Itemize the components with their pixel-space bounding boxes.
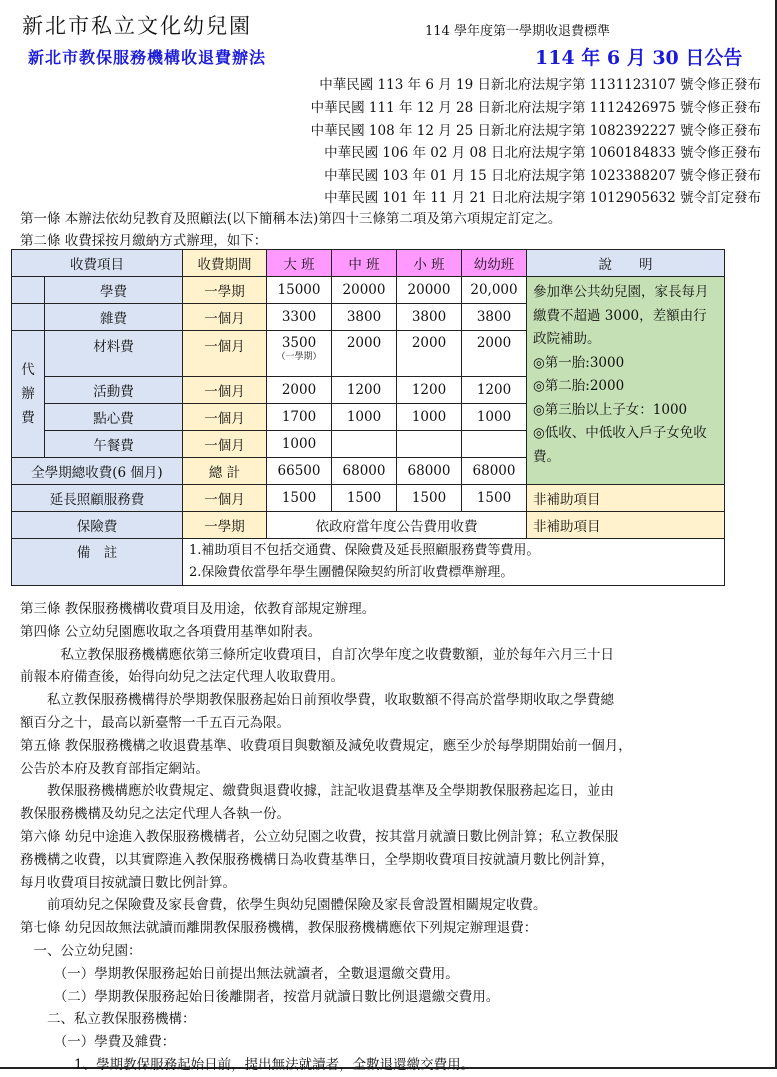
body-line: 務機構之收費，以其實際進入教保服務機構日為收費基準日，全學期收費項目按就讀月數比例計算，: [20, 851, 614, 868]
row-name: 學費: [45, 277, 183, 304]
row-period: 一個月: [183, 431, 267, 458]
article-1: 第一條 本辦法依幼兒教育及照顧法(以下簡稱本法)第四十三條第二項及第六項規定訂定之。: [20, 211, 562, 227]
remark-line: 2.保險費依當學年學生團體保險契約所訂收費標準辦理。: [189, 565, 514, 580]
body-line: 前報本府備查後，始得向幼兒之法定代理人收取費用。: [20, 669, 344, 686]
cell-value: 68000: [462, 458, 527, 485]
body-line: 第三條 教保服務機構收費項目及用途，依教育部規定辦理。: [20, 601, 376, 617]
body-line: 公告於本府及教育部指定網站。: [20, 760, 209, 777]
cell-value: [462, 431, 527, 458]
row-name: 雜費: [45, 304, 183, 331]
cell-value: 2000: [462, 331, 527, 377]
row-name: 點心費: [45, 404, 183, 431]
header-desc: 說 明: [527, 250, 725, 277]
cell-value: 15000: [267, 277, 332, 304]
desc-line: ◎第二胎:2000: [533, 378, 625, 394]
blank-cell: [12, 304, 45, 331]
decree-line: 中華民國 106 年 02 月 08 日北府法規字第 1060184833 號令修正發布: [324, 145, 761, 161]
remarks-label: 備 註: [12, 539, 183, 586]
semester-title: 114 學年度第一學期收退費標準: [425, 24, 610, 39]
row-period: 一個月: [183, 377, 267, 404]
body-line: 第四條 公立幼兒園應收取之各項費用基準如附表。: [20, 623, 322, 640]
cell-value: 3800: [462, 304, 527, 331]
desc-line: ◎第一胎:3000: [533, 354, 625, 371]
header-class-toddler: 幼幼班: [462, 250, 527, 277]
row-name: 保險費: [12, 512, 183, 539]
blank-cell: [12, 277, 45, 304]
announce-date: 114 年 6 月 30 日公告: [535, 47, 743, 69]
header-class-large: 大 班: [267, 250, 332, 277]
body-line: （二）學期教保服務起始日後離開者，按當月就讀日數比例退還繳交費用。: [20, 988, 500, 1005]
decree-line: 中華民國 113 年 6 月 19 日新北府法規字第 1131123107 號令修正發布: [319, 77, 761, 93]
semester-note: （一學期）: [276, 352, 322, 362]
table-header-row: [12, 250, 725, 277]
cell-value: 3300: [267, 304, 332, 331]
header-class-small: 小 班: [397, 250, 462, 277]
cell-value: [267, 331, 332, 377]
value-text: 3500: [281, 335, 317, 351]
decree-line: 中華民國 101 年 11 月 21 日北府法規字第 1012905632 號令訂定發布: [324, 190, 761, 206]
body-line: （一）學費及雜費：: [20, 1034, 176, 1051]
cell-value: 1700: [267, 404, 332, 431]
row-name: 材料費: [45, 331, 183, 377]
body-line: 1、學期教保服務起始日前，提出無法就讀者，全數退還繳交費用。: [20, 1056, 475, 1073]
article-2: 第二條 收費採按月繳納方式辦理，如下：: [20, 233, 268, 249]
cell-value: 1500: [462, 485, 527, 512]
body-line: 私立教保服務機構應依第三條所定收費項目，自訂次學年度之收費數額，並於每年六月三十日: [20, 646, 614, 663]
body-line: 額百分之十，最高以新臺幣一千五百元為限。: [20, 714, 290, 731]
cell-value: 66500: [267, 458, 332, 485]
cell-value: 1000: [397, 404, 462, 431]
body-line: 前項幼兒之保險費及家長會費，依學生與幼兒園體保險及家長會設置相關規定收費。: [20, 897, 547, 914]
row-period: 一個月: [183, 404, 267, 431]
cell-value: 1000: [462, 404, 527, 431]
body-line: 每月收費項目按就讀日數比例計算。: [20, 874, 236, 891]
row-period: 一個月: [183, 485, 267, 512]
row-period: 一個月: [183, 304, 267, 331]
header-item: 收費項目: [12, 250, 183, 277]
body-text: [20, 598, 632, 1077]
table-row: [12, 485, 725, 512]
cell-value: 68000: [397, 458, 462, 485]
row-name: 延長照顧服務費: [12, 485, 183, 512]
body-line: 教保服務機構及幼兒之法定代理人各執一份。: [20, 806, 290, 823]
row-period: 一個月: [183, 331, 267, 377]
table-row: [12, 277, 725, 304]
law-title: 新北市教保服務機構收退費辦法: [28, 48, 267, 67]
cell-value: 2000: [397, 331, 462, 377]
cell-value: 20000: [397, 277, 462, 304]
cell-value: 1000: [267, 431, 332, 458]
body-line: 第五條 教保服務機構之收退費基準、收費項目與數額及減免收費規定，應至少於每學期開始前一個月，: [20, 737, 632, 754]
decree-line: 中華民國 108 年 12 月 25 日新北府法規字第 1082392227 號令修正發布: [310, 123, 761, 139]
cell-value: 2000: [267, 377, 332, 404]
school-name: 新北市私立文化幼兒園: [22, 14, 252, 38]
fee-table: [11, 249, 725, 586]
remark-line: 1.補助項目不包括交通費、保險費及延長照顧服務費等費用。: [189, 543, 540, 558]
cell-value: 20000: [332, 277, 397, 304]
cell-value: 1200: [397, 377, 462, 404]
body-line: 第七條 幼兒因故無法就讀而離開教保服務機構，教保服務機構應依下列規定辦理退費：: [20, 920, 538, 937]
cell-value: [397, 431, 462, 458]
table-row: [12, 512, 725, 539]
insurance-value: 依政府當年度公告費用收費: [267, 512, 527, 539]
row-desc: 非補助項目: [527, 485, 725, 512]
table-row-remarks: [12, 539, 725, 586]
cell-value: 1500: [267, 485, 332, 512]
cell-value: 20,000: [462, 277, 527, 304]
row-name: 全學期總收費(6 個月): [12, 458, 183, 485]
body-line: 二、私立教保服務機構：: [20, 1011, 196, 1028]
proxy-fee-label: 代辦費: [12, 331, 45, 458]
remarks-cell: [183, 539, 725, 586]
body-line: 教保服務機構應於收費規定、繳費與退費收據，註記收退費基準及全學期教保服務起迄日，並由: [20, 783, 614, 800]
cell-value: 2000: [332, 331, 397, 377]
cell-value: 3800: [332, 304, 397, 331]
desc-line: ◎第三胎以上子女：1000: [533, 401, 688, 418]
cell-value: 1500: [332, 485, 397, 512]
cell-value: [332, 431, 397, 458]
cell-value: 68000: [332, 458, 397, 485]
desc-line: 參加準公共幼兒園，家長每月繳費不超過 3000，差額由行政院補助。: [533, 284, 709, 347]
cell-value: 1200: [332, 377, 397, 404]
row-name: 午餐費: [45, 431, 183, 458]
desc-line: ◎低收、中低收入戶子女免收費。: [533, 425, 707, 465]
body-line: 私立教保服務機構得於學期教保服務起始日前預收學費，收取數額不得高於當學期收取之學費總: [20, 692, 614, 709]
cell-value: 1000: [332, 404, 397, 431]
cell-value: 1500: [397, 485, 462, 512]
description-cell: [527, 277, 725, 485]
body-line: 第六條 幼兒中途進入教保服務機構者，公立幼兒園之收費，按其當月就讀日數比例計算；私立教保服: [20, 828, 619, 845]
decree-line: 中華民國 103 年 01 月 15 日北府法規字第 1023388207 號令修正發布: [324, 168, 761, 184]
row-period: 一學期: [183, 512, 267, 539]
body-line: 一、公立幼兒園：: [20, 942, 142, 959]
row-period: 一學期: [183, 277, 267, 304]
cell-value: 1200: [462, 377, 527, 404]
row-desc: 非補助項目: [527, 512, 725, 539]
row-period: 總 計: [183, 458, 267, 485]
row-name: 活動費: [45, 377, 183, 404]
body-line: （一）學期教保服務起始日前提出無法就讀者，全數退還繳交費用。: [20, 965, 459, 982]
header-period: 收費期間: [183, 250, 267, 277]
header-class-middle: 中 班: [332, 250, 397, 277]
cell-value: 3800: [397, 304, 462, 331]
decree-line: 中華民國 111 年 12 月 28 日新北府法規字第 1112426975 號令修正發布: [310, 100, 761, 116]
